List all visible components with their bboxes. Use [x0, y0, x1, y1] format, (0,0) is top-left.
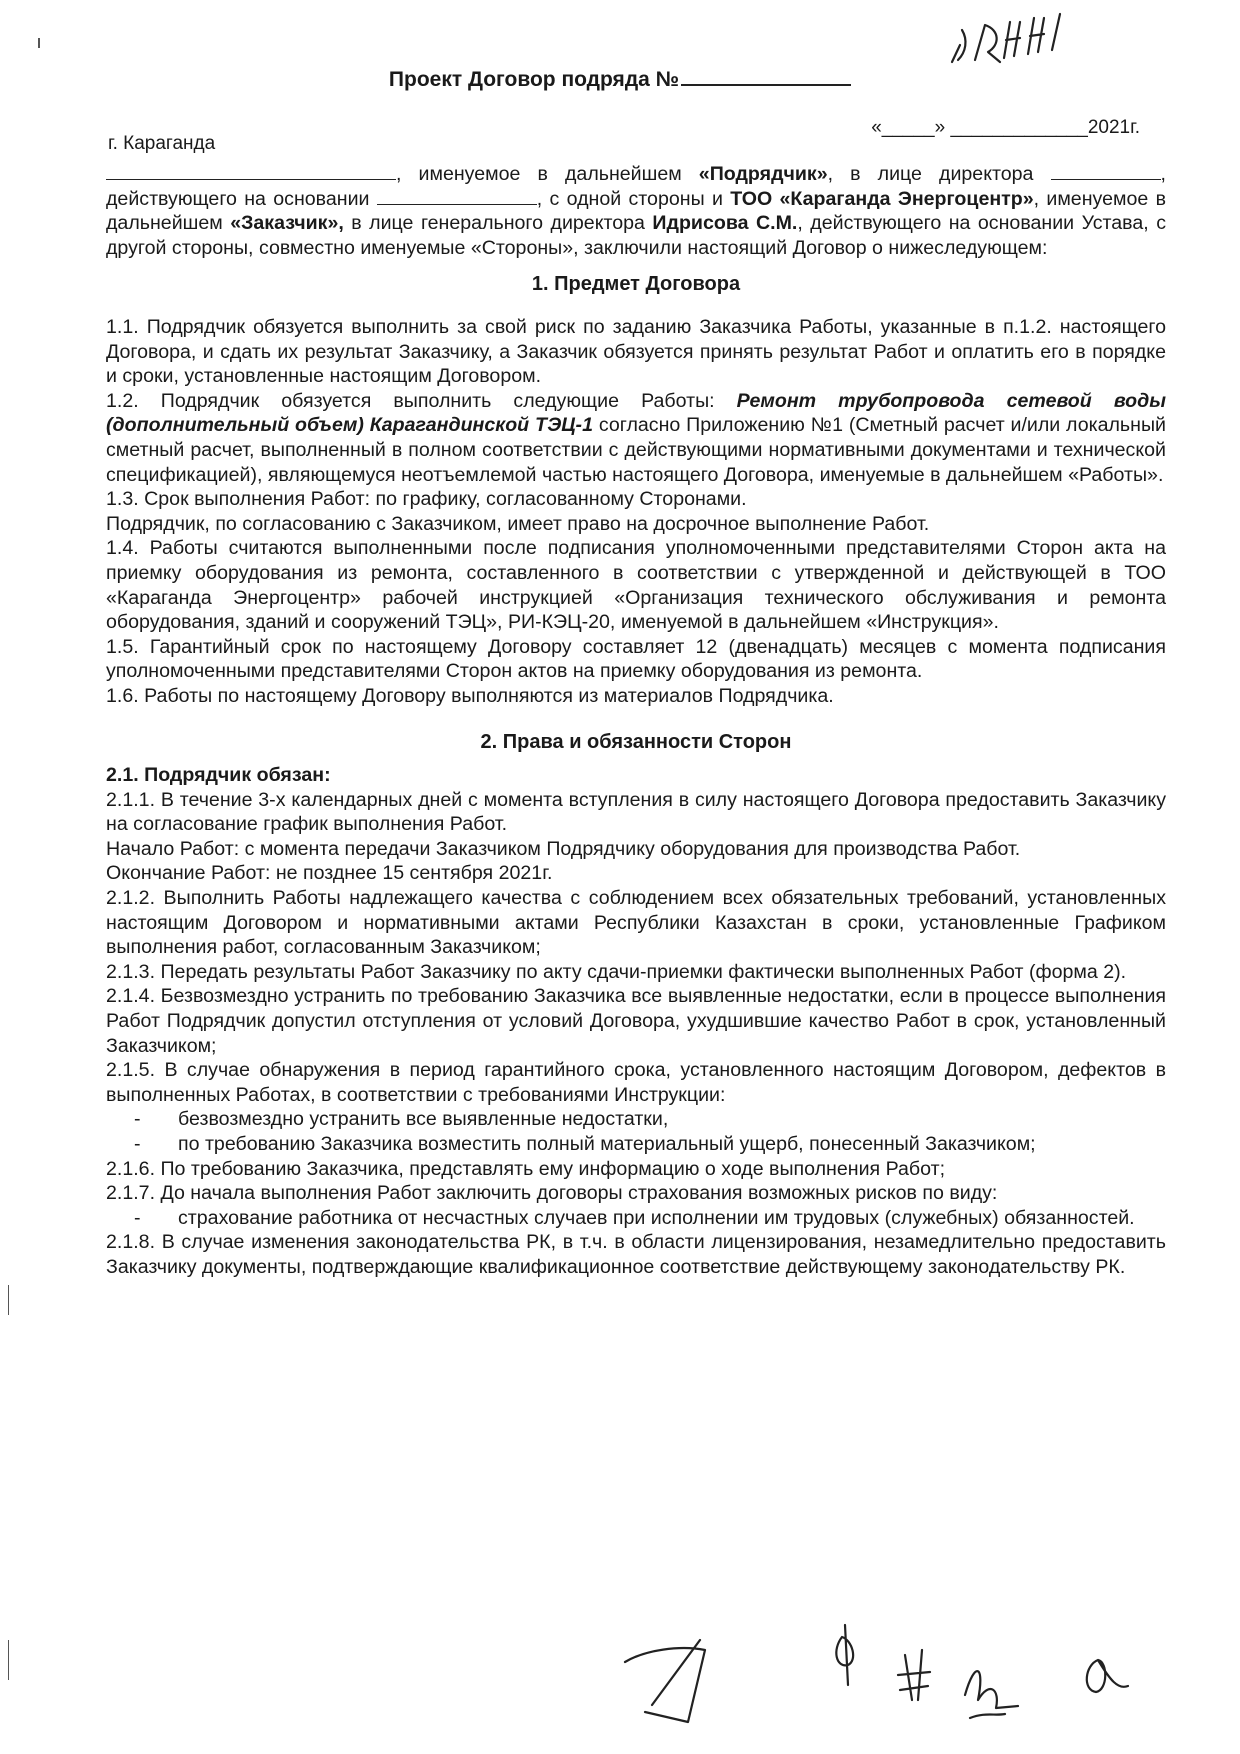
fill-in-blank — [1051, 163, 1161, 180]
scan-edge-mark — [8, 1285, 9, 1315]
dash-item-text: по требованию Заказчика возместить полный материальный ущерб, понесенный Заказчиком; — [178, 1132, 1036, 1155]
dash-item-text: безвозмездно устранить все выявленные недостатки, — [178, 1108, 669, 1131]
intro-bold-run: ТОО «Караганда Энергоцентр» — [730, 187, 1034, 210]
fill-in-blank — [106, 163, 396, 180]
handwritten-stamp-number — [952, 14, 1060, 62]
intro-text-run: , именуемое в дальнейшем — [106, 187, 1166, 235]
contract-city: г. Караганда — [108, 133, 216, 154]
contract-body — [106, 162, 1166, 1280]
dash-item — [106, 1132, 1166, 1157]
clause-2-1-heading: 2.1. Подрядчик обязан: — [106, 764, 331, 787]
document-title — [0, 66, 1240, 92]
clause-1-2-works: Ремонт трубопровода сетевой воды (дополнительный объем) Карагандинской ТЭЦ-1 — [106, 389, 1166, 437]
intro-text-run: , действующего на основании — [106, 163, 1166, 210]
dash-marker: - — [134, 1206, 141, 1229]
contract-date: «_____» _____________2021г. — [871, 117, 1140, 138]
section-1-heading: 1. Предмет Договора — [531, 273, 741, 296]
clause-2-1-2: 2.1.2. Выполнить Работы надлежащего качества с соблюдением всех обязательных требований, установленных настоящим Договором и нормативными актами Республики Казахстан в сроки, установленные Графиком выполнения работ, согласованным Заказчиком; — [106, 887, 1166, 959]
signature-1 — [625, 1640, 705, 1722]
clause-1-3: 1.3. Срок выполнения Работ: по графику, согласованному Сторонами. — [106, 488, 747, 511]
clause-1-4: 1.4. Работы считаются выполненными после подписания уполномоченными представителями Сторон акта на приемку оборудования из ремонта, составленного в соответствии с утвержденной и действующей в ТОО «Караганда Энергоцентр» рабочей инструкцией «Организация технического обслуживания и ремонта оборудования, зданий и сооружений ТЭЦ», РИ-КЭЦ-20, именуемой в дальнейшем «Инструкция». — [106, 537, 1166, 634]
clause-1-1: 1.1. Подрядчик обязуется выполнить за свой риск по заданию Заказчика Работы, указанные в п.1.2. настоящего Договора, и сдать их результат Заказчику, а Заказчик обязуется принять результат Работ и оплатить его в порядке и сроки, установленные настоящим Договором. — [106, 315, 1166, 388]
dash-item — [106, 1107, 1166, 1132]
intro-bold-run: Идрисова С.М. — [652, 212, 798, 235]
clause-2-1-7: 2.1.7. До начала выполнения Работ заключить договоры страхования возможных рисков по виду: — [106, 1182, 998, 1205]
dash-item-text: страхование работника от несчастных случаев при исполнении им трудовых (служебных) обязанностей. — [178, 1206, 1135, 1229]
clause-2-1-8: 2.1.8. В случае изменения законодательства РК, в т.ч. в области лицензирования, незамедлительно предоставить Заказчику документы, подтверждающие квалификационное соответствие действующему законодательству РК. — [106, 1231, 1166, 1278]
signature-4 — [965, 1671, 1018, 1718]
intro-text-run: , действующего на основании Устава, с другой стороны, совместно именуемые «Стороны», заключили настоящий Договор о нижеследующем: — [106, 212, 1166, 259]
fill-in-blank — [377, 188, 537, 205]
signature-5 — [1087, 1660, 1128, 1692]
intro-text-run: , с одной стороны и — [536, 187, 731, 210]
intro-text-run: , именуемое в дальнейшем — [396, 163, 699, 185]
intro-text-run: в лице генерального директора — [343, 212, 653, 235]
contract-number-blank — [681, 66, 851, 86]
title-text: Проект Договор подряда № — [388, 68, 680, 91]
intro-paragraph — [106, 162, 1166, 260]
works-start: Начало Работ: с момента передачи Заказчиком Подрядчику оборудования для производства Работ. — [106, 837, 1021, 860]
intro-bold-run: «Подрядчик» — [698, 163, 828, 185]
intro-text-run: , в лице директора — [827, 163, 1051, 185]
clause-1-2-lead: 1.2. Подрядчик обязуется выполнить следующие Работы: — [106, 389, 737, 412]
scan-edge-mark — [38, 38, 40, 48]
clause-1-3-note: Подрядчик, по согласованию с Заказчиком, имеет право на досрочное выполнение Работ. — [106, 512, 930, 535]
section-2-heading: 2. Права и обязанности Сторон — [480, 731, 792, 754]
dash-marker: - — [134, 1132, 141, 1155]
clause-2-1-1: 2.1.1. В течение 3-х календарных дней с момента вступления в силу настоящего Договора предоставить Заказчику на согласование график выполнения Работ. — [106, 788, 1166, 836]
clause-1-5: 1.5. Гарантийный срок по настоящему Договору составляет 12 (двенадцать) месяцев с момента подписания уполномоченными представителями Сторон актов на приемку оборудования из ремонта. — [106, 635, 1166, 683]
clause-2-1-3: 2.1.3. Передать результаты Работ Заказчику по акту сдачи-приемки фактически выполненных Работ (форма 2). — [106, 960, 1127, 983]
clause-2-1-5: 2.1.5. В случае обнаружения в период гарантийного срока, установленного настоящим Договором, дефектов в выполненных Работах, в соответствии с требованиями Инструкции: — [106, 1059, 1166, 1106]
signature-2 — [836, 1625, 853, 1685]
signature-3 — [898, 1650, 930, 1700]
works-end: Окончание Работ: не позднее 15 сентября 2021г. — [106, 862, 553, 885]
intro-bold-run: «Заказчик», — [230, 212, 344, 235]
scan-edge-mark — [8, 1640, 9, 1680]
clause-1-6: 1.6. Работы по настоящему Договору выполняются из материалов Подрядчика. — [106, 684, 834, 707]
clause-2-1-4: 2.1.4. Безвозмездно устранить по требованию Заказчика все выявленные недостатки, если в процессе выполнения Работ Подрядчик допустил отступления от условий Договора, ухудшившие качество Работ в срок, установленный Заказчиком; — [106, 985, 1166, 1057]
clause-1-2-rest: согласно Приложению №1 (Сметный расчет и/или локальный сметный расчет, выполненный в полном соответствии с действующими нормативными документами и технической спецификацией), являющемуся неотъемлемой частью настоящего Договора, именуемые в дальнейшем «Работы». — [106, 414, 1166, 486]
clause-2-1-6: 2.1.6. По требованию Заказчика, представлять ему информацию о ходе выполнения Работ; — [106, 1157, 946, 1180]
clause-1-2 — [106, 389, 1166, 487]
dash-item — [106, 1206, 1166, 1231]
dash-marker: - — [134, 1108, 141, 1131]
